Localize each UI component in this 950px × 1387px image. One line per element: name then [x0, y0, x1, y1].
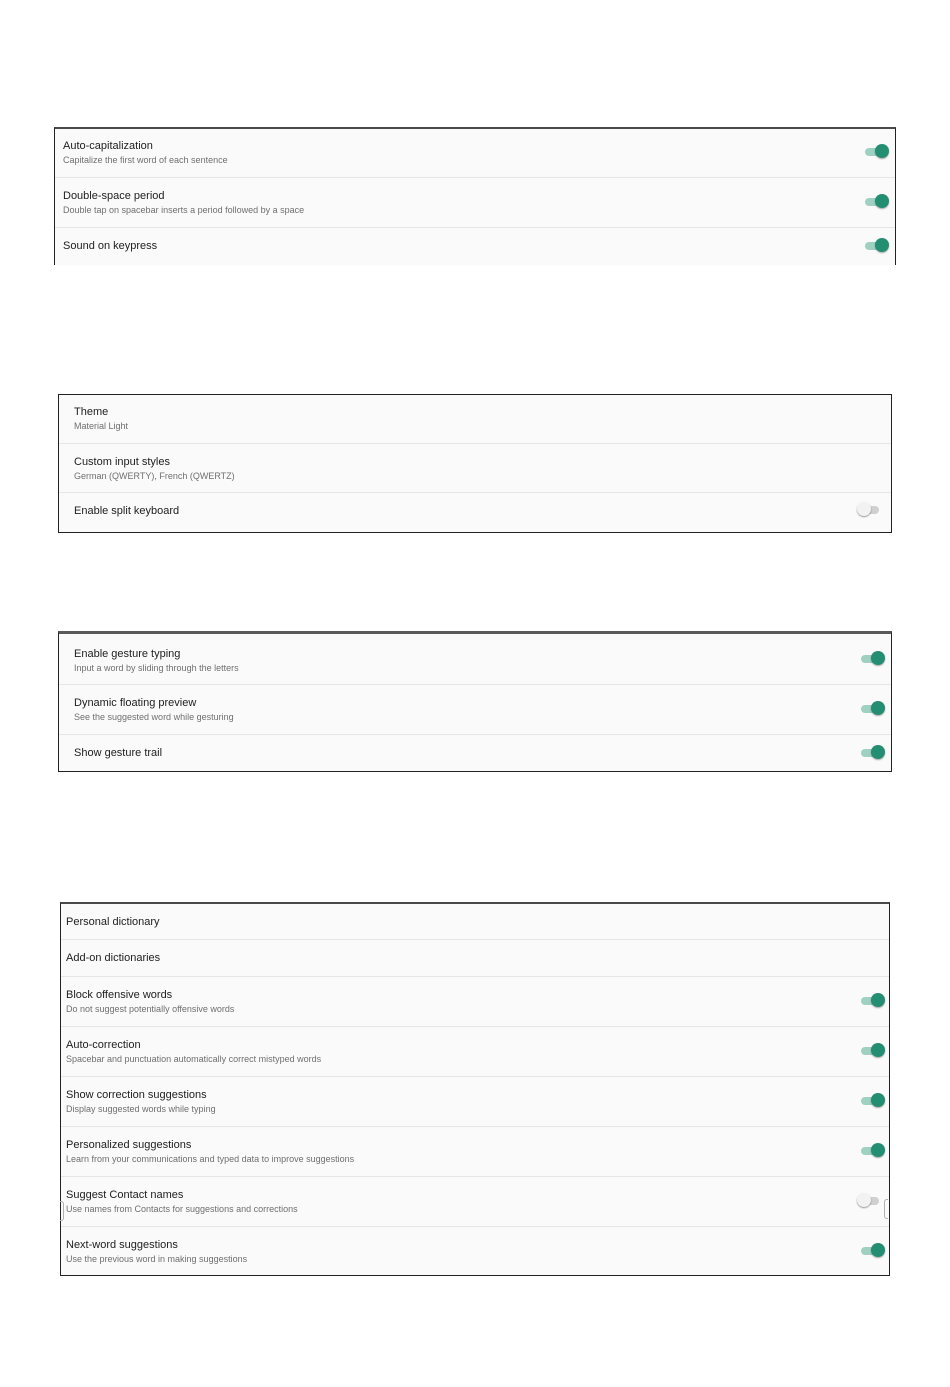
personalized-suggestions-toggle[interactable]: [861, 1143, 885, 1159]
auto-capitalization-summary: Capitalize the first word of each sentence: [63, 155, 228, 165]
appearance-settings-panel: [58, 394, 892, 533]
show-correction-suggestions-title: Show correction suggestions: [66, 1089, 207, 1101]
show-gesture-trail-title: Show gesture trail: [74, 747, 163, 759]
custom-input-styles-title: Custom input styles: [74, 456, 170, 468]
auto-correction-title: Auto-correction: [66, 1039, 141, 1051]
correction-settings-panel: [54, 127, 896, 265]
auto-capitalization-title: Auto-capitalization: [63, 140, 153, 152]
double-space-period-title: Double-space period: [63, 190, 165, 202]
dynamic-floating-preview-title: Dynamic floating preview: [74, 697, 197, 709]
enable-split-keyboard-row[interactable]: [59, 493, 891, 531]
block-offensive-words-title: Block offensive words: [66, 989, 173, 1001]
custom-input-styles-row[interactable]: [59, 444, 891, 493]
show-correction-suggestions-summary: Display suggested words while typing: [66, 1104, 216, 1114]
enable-gesture-typing-row[interactable]: [59, 634, 891, 685]
personal-dictionary-title: Personal dictionary: [66, 916, 160, 928]
suggest-contact-names-toggle[interactable]: [857, 1193, 881, 1209]
block-offensive-words-summary: Do not suggest potentially offensive words: [66, 1004, 235, 1014]
double-space-period-toggle[interactable]: [865, 194, 889, 210]
list-edge-marker: [60, 1201, 64, 1221]
show-correction-suggestions-row[interactable]: [61, 1077, 889, 1127]
auto-correction-row[interactable]: [61, 1027, 889, 1077]
next-word-suggestions-summary: Use the previous word in making suggestions: [66, 1254, 248, 1264]
next-word-suggestions-row[interactable]: [61, 1227, 889, 1275]
dynamic-floating-preview-row[interactable]: [59, 685, 891, 735]
personal-dictionary-row[interactable]: [61, 904, 889, 940]
auto-capitalization-toggle[interactable]: [865, 144, 889, 160]
auto-capitalization-row[interactable]: [55, 129, 895, 178]
sound-on-keypress-title: Sound on keypress: [63, 240, 158, 252]
theme-title: Theme: [74, 406, 109, 418]
show-gesture-trail-toggle[interactable]: [861, 745, 885, 761]
sound-on-keypress-toggle[interactable]: [865, 238, 889, 254]
enable-gesture-typing-summary: Input a word by sliding through the letters: [74, 663, 239, 673]
enable-gesture-typing-title: Enable gesture typing: [74, 648, 181, 660]
dynamic-floating-preview-summary: See the suggested word while gesturing: [74, 712, 234, 722]
add-on-dictionaries-title: Add-on dictionaries: [66, 952, 161, 964]
show-gesture-trail-row[interactable]: [59, 735, 891, 771]
show-correction-suggestions-toggle[interactable]: [861, 1093, 885, 1109]
enable-split-keyboard-toggle[interactable]: [857, 502, 881, 518]
gesture-typing-panel: [58, 631, 892, 772]
scroll-edge-handle[interactable]: [884, 1199, 888, 1219]
block-offensive-words-row[interactable]: [61, 977, 889, 1027]
text-correction-panel: [60, 902, 890, 1276]
double-space-period-row[interactable]: [55, 178, 895, 228]
custom-input-styles-summary: German (QWERTY), French (QWERTZ): [74, 471, 235, 481]
next-word-suggestions-toggle[interactable]: [861, 1243, 885, 1259]
suggest-contact-names-summary: Use names from Contacts for suggestions and corrections: [66, 1204, 298, 1214]
theme-row[interactable]: [59, 395, 891, 444]
personalized-suggestions-title: Personalized suggestions: [66, 1139, 192, 1151]
dynamic-floating-preview-toggle[interactable]: [861, 701, 885, 717]
theme-summary: Material Light: [74, 421, 129, 431]
enable-split-keyboard-title: Enable split keyboard: [74, 505, 180, 517]
double-space-period-summary: Double tap on spacebar inserts a period followed by a space: [63, 205, 305, 215]
suggest-contact-names-row[interactable]: [61, 1177, 889, 1227]
auto-correction-toggle[interactable]: [861, 1043, 885, 1059]
next-word-suggestions-title: Next-word suggestions: [66, 1239, 178, 1251]
auto-correction-summary: Spacebar and punctuation automatically correct mistyped words: [66, 1054, 322, 1064]
personalized-suggestions-row[interactable]: [61, 1127, 889, 1177]
enable-gesture-typing-toggle[interactable]: [861, 651, 885, 667]
block-offensive-words-toggle[interactable]: [861, 993, 885, 1009]
personalized-suggestions-summary: Learn from your communications and typed data to improve suggestions: [66, 1154, 355, 1164]
suggest-contact-names-title: Suggest Contact names: [66, 1189, 184, 1201]
add-on-dictionaries-row[interactable]: [61, 940, 889, 977]
sound-on-keypress-row[interactable]: [55, 228, 895, 265]
